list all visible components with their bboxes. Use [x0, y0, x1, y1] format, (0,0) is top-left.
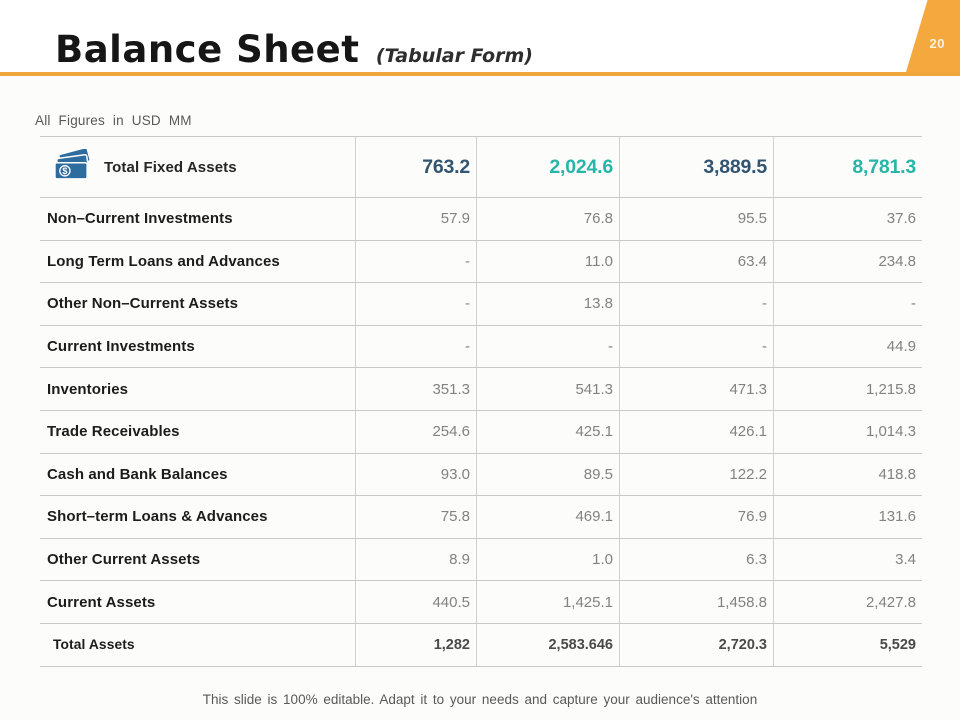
row-value-col4: 234.8 — [773, 241, 922, 283]
row-value-col3: 1,458.8 — [619, 581, 773, 623]
table-row — [40, 581, 922, 624]
row-label: Current Assets — [47, 593, 156, 611]
table-row — [40, 496, 922, 539]
row-value-col4: 131.6 — [773, 496, 922, 538]
total-value-col2: 2,583.646 — [476, 624, 619, 666]
svg-text:$: $ — [62, 166, 68, 177]
row-value-col4: 2,427.8 — [773, 581, 922, 623]
header-row-label: Total Fixed Assets — [104, 158, 237, 176]
row-label: Other Current Assets — [47, 551, 201, 569]
row-value-col4: 418.8 — [773, 454, 922, 496]
table-body — [40, 198, 922, 624]
header-value-col1: 763.2 — [355, 137, 476, 197]
row-value-col3: 426.1 — [619, 411, 773, 453]
row-value-col2: 13.8 — [476, 283, 619, 325]
header-label-cell — [40, 137, 355, 197]
row-value-col4: - — [773, 283, 922, 325]
accent-divider — [0, 72, 960, 76]
money-icon — [51, 149, 93, 185]
row-value-col3: 471.3 — [619, 368, 773, 410]
table-row — [40, 539, 922, 582]
row-value-col1: - — [355, 283, 476, 325]
row-label: Inventories — [47, 380, 129, 398]
table-row — [40, 283, 922, 326]
table-row — [40, 411, 922, 454]
header-value-col4: 8,781.3 — [773, 137, 922, 197]
row-value-col3: 76.9 — [619, 496, 773, 538]
table-row — [40, 241, 922, 284]
table-row — [40, 198, 922, 241]
row-value-col3: 122.2 — [619, 454, 773, 496]
header-value-col2: 2,024.6 — [476, 137, 619, 197]
row-value-col2: 1.0 — [476, 539, 619, 581]
row-value-col4: 1,014.3 — [773, 411, 922, 453]
row-value-col2: 11.0 — [476, 241, 619, 283]
table-total-row — [40, 624, 922, 667]
total-value-col3: 2,720.3 — [619, 624, 773, 666]
row-label: Long Term Loans and Advances — [47, 252, 280, 270]
row-value-col2: 89.5 — [476, 454, 619, 496]
row-value-col4: 1,215.8 — [773, 368, 922, 410]
row-value-col1: - — [355, 241, 476, 283]
header-value-col3: 3,889.5 — [619, 137, 773, 197]
row-value-col2: 469.1 — [476, 496, 619, 538]
total-row-label: Total Assets — [53, 637, 135, 653]
row-label: Current Investments — [47, 338, 195, 356]
row-value-col4: 37.6 — [773, 198, 922, 240]
row-value-col2: 541.3 — [476, 368, 619, 410]
row-value-col1: 351.3 — [355, 368, 476, 410]
table-row — [40, 368, 922, 411]
row-value-col4: 44.9 — [773, 326, 922, 368]
row-label: Cash and Bank Balances — [47, 465, 228, 483]
row-label: Other Non–Current Assets — [47, 295, 239, 313]
row-value-col2: 425.1 — [476, 411, 619, 453]
row-value-col3: 95.5 — [619, 198, 773, 240]
row-label: Short–term Loans & Advances — [47, 508, 268, 526]
total-value-col4: 5,529 — [773, 624, 922, 666]
row-value-col1: 8.9 — [355, 539, 476, 581]
row-value-col3: 6.3 — [619, 539, 773, 581]
row-value-col3: 63.4 — [619, 241, 773, 283]
row-value-col1: 254.6 — [355, 411, 476, 453]
row-value-col2: 76.8 — [476, 198, 619, 240]
row-value-col1: 440.5 — [355, 581, 476, 623]
table-header-row — [40, 137, 922, 198]
header-bar — [0, 0, 960, 72]
row-value-col3: - — [619, 326, 773, 368]
page-title: Balance Sheet — [55, 28, 360, 71]
page-number: 20 — [929, 36, 945, 51]
row-value-col2: - — [476, 326, 619, 368]
row-label: Trade Receivables — [47, 423, 180, 441]
row-value-col1: - — [355, 326, 476, 368]
row-value-col1: 93.0 — [355, 454, 476, 496]
title-wrap — [55, 28, 533, 71]
row-value-col2: 1,425.1 — [476, 581, 619, 623]
row-value-col1: 75.8 — [355, 496, 476, 538]
row-value-col1: 57.9 — [355, 198, 476, 240]
row-value-col4: 3.4 — [773, 539, 922, 581]
table-row — [40, 326, 922, 369]
row-value-col3: - — [619, 283, 773, 325]
balance-sheet-table — [40, 136, 922, 667]
table-row — [40, 454, 922, 497]
page-subtitle: (Tabular Form) — [375, 45, 533, 67]
units-note: All Figures in USD MM — [35, 113, 192, 128]
row-label: Non–Current Investments — [47, 210, 233, 228]
total-value-col1: 1,282 — [355, 624, 476, 666]
footer-note: This slide is 100% editable. Adapt it to your needs and capture your audience's attention — [202, 692, 758, 707]
